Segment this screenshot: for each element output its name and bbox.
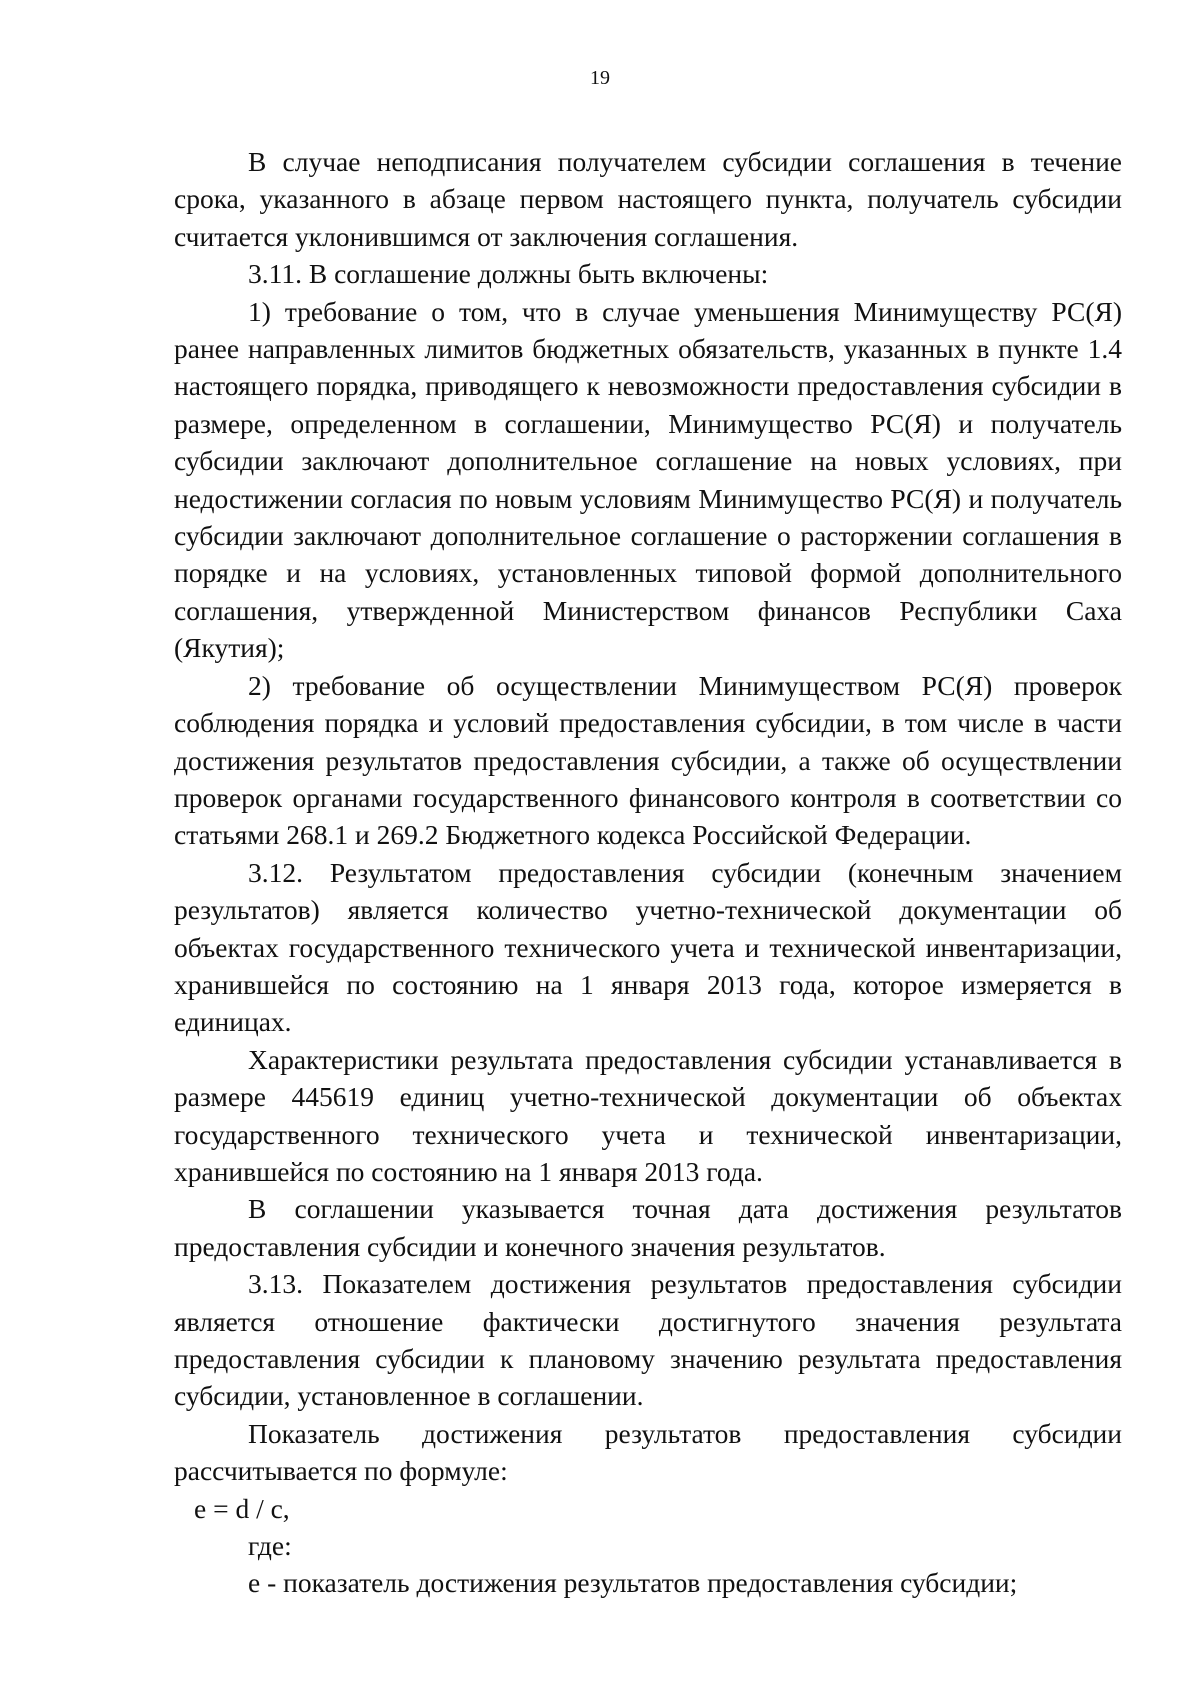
formula: e = d / c, [194,1492,290,1524]
paragraph-unsigned-agreement: В случае неподписания получателем субсидии соглашения в течение срока, указанного в абзаце первом настоящего пункта, получатель субсидии считается уклонившимся от заключения соглашения. [174,146,1122,252]
paragraph-result-characteristics: Характеристики результата предоставления субсидии устанавливается в размере 445619 единиц учетно-технической документации об объектах государственного технического учета и технической инвентаризации, хранившейся по состоянию на 1 января 2013 года. [174,1043,1122,1187]
paragraph-formula-intro: Показатель достижения результатов предоставления субсидии рассчитывается по формуле: [174,1417,1122,1487]
paragraph-definition-e: е - показатель достижения результатов предоставления субсидии; [248,1567,1018,1599]
paragraph-achievement-date: В соглашении указывается точная дата достижения результатов предоставления субсидии и конечного значения результатов. [174,1193,1122,1262]
document-body [174,143,1122,1602]
paragraph-3-13: 3.13. Показателем достижения результатов предоставления субсидии является отношение фактически достигнутого значения результата предоставления субсидии к плановому значению результата предоставления субсидии, установленное в соглашении. [174,1268,1122,1412]
paragraph-requirement-1: 1) требование о том, что в случае уменьшения Минимуществу РС(Я) ранее направленных лимитов бюджетных обязательств, указанных в пункте 1.4 настоящего порядка, приводящего к невозможности предоставления субсидии в размере, определенном в соглашении, Минимущество РС(Я) и получатель субсидии заключают дополнительное соглашение на новых условиях, при недостижении согласия по новым условиям Минимущество РС(Я) и получатель субсидии заключают дополнительное соглашение о расторжении соглашения в порядке и на условиях, установленных типовой формой дополнительного соглашения, утвержденной Министерством финансов Республики Саха (Якутия); [174,295,1122,664]
paragraph-3-11: 3.11. В соглашение должны быть включены: [248,258,769,290]
paragraph-3-12: 3.12. Результатом предоставления субсидии (конечным значением результатов) является количество учетно-технической документации об объектах государственного технического учета и технической инвентаризации, хранившейся по состоянию на 1 января 2013 года, которое измеряется в единицах. [174,856,1122,1038]
page-number: 19 [590,67,610,89]
paragraph-requirement-2: 2) требование об осуществлении Минимуществом РС(Я) проверок соблюдения порядка и условий предоставления субсидии, в том числе в части достижения результатов предоставления субсидии, а также об осуществлении проверок органами государственного финансового контроля в соответствии со статьями 268.1 и 269.2 Бюджетного кодекса Российской Федерации. [174,669,1122,851]
paragraph-where: где: [248,1530,292,1562]
